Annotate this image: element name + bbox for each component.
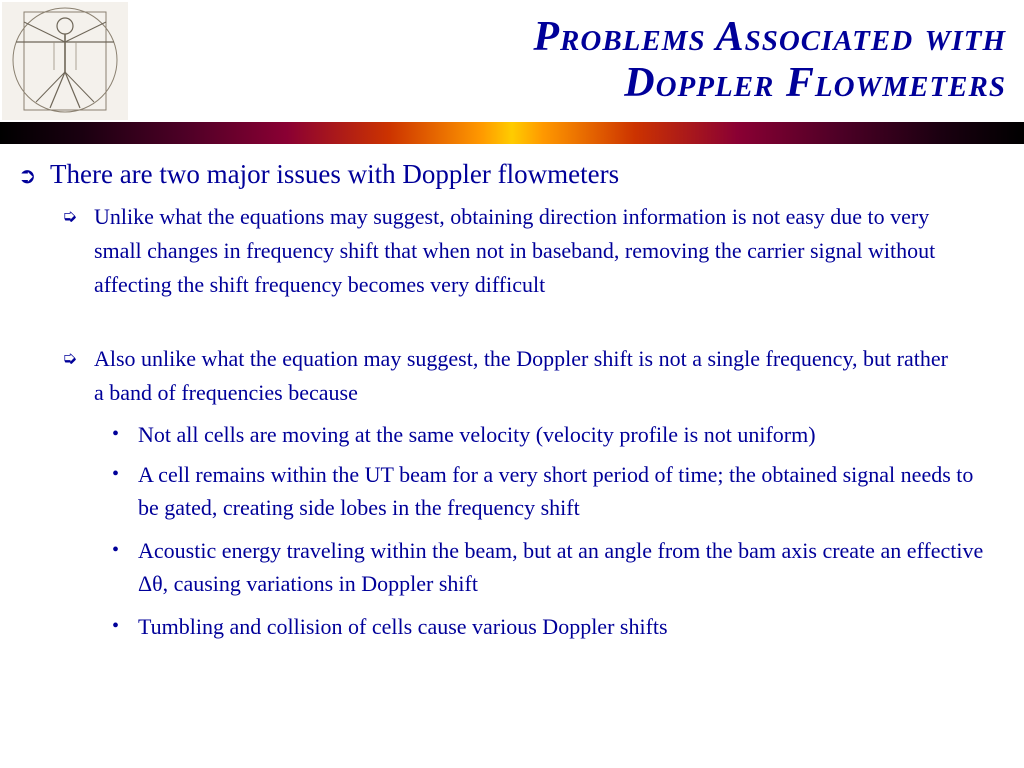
sub-bullet-1 [62,200,962,302]
detail-bullet-1 [112,418,992,451]
hollow-arrow-icon: ➭ [62,348,78,369]
hollow-arrow-icon: ➭ [62,206,78,227]
detail-bullet-2 [112,458,992,524]
arrow-circle-icon: ➲ [18,164,37,189]
title-line-2: Doppler Flowmeters [624,60,1006,106]
detail-bullet-3-text: Acoustic energy traveling within the beam, but at an angle from the bam axis create an effective Δθ, causing variations in Doppler shift [138,538,984,596]
dot-icon: • [112,615,120,637]
detail-bullet-4 [112,610,992,643]
vitruvian-man-icon [2,2,128,120]
detail-bullet-3 [112,534,992,600]
sub-bullet-2 [62,342,962,410]
sub-bullet-2-text: Also unlike what the equation may suggest, the Doppler shift is not a single frequency, but rather a band of frequencies because [94,346,948,405]
page-title [186,14,1006,106]
dot-icon: • [112,539,120,561]
detail-bullet-4-text: Tumbling and collision of cells cause various Doppler shifts [138,614,668,639]
detail-bullet-1-text: Not all cells are moving at the same velocity (velocity profile is not uniform) [138,422,816,447]
main-bullet-text: There are two major issues with Doppler flowmeters [50,159,620,189]
sub-bullet-1-text: Unlike what the equations may suggest, obtaining direction information is not easy due to very small changes in frequency shift that when not in baseband, removing the carrier signal without affecting the shift frequency becomes very difficult [94,204,936,297]
detail-bullet-2-text: A cell remains within the UT beam for a very short period of time; the obtained signal needs to be gated, creating side lobes in the frequency shift [138,462,974,520]
main-bullet [18,158,619,193]
dot-icon: • [112,423,120,445]
title-line-1: Problems Associated with [533,14,1006,60]
header-divider-band [0,122,1024,144]
dot-icon: • [112,463,120,485]
